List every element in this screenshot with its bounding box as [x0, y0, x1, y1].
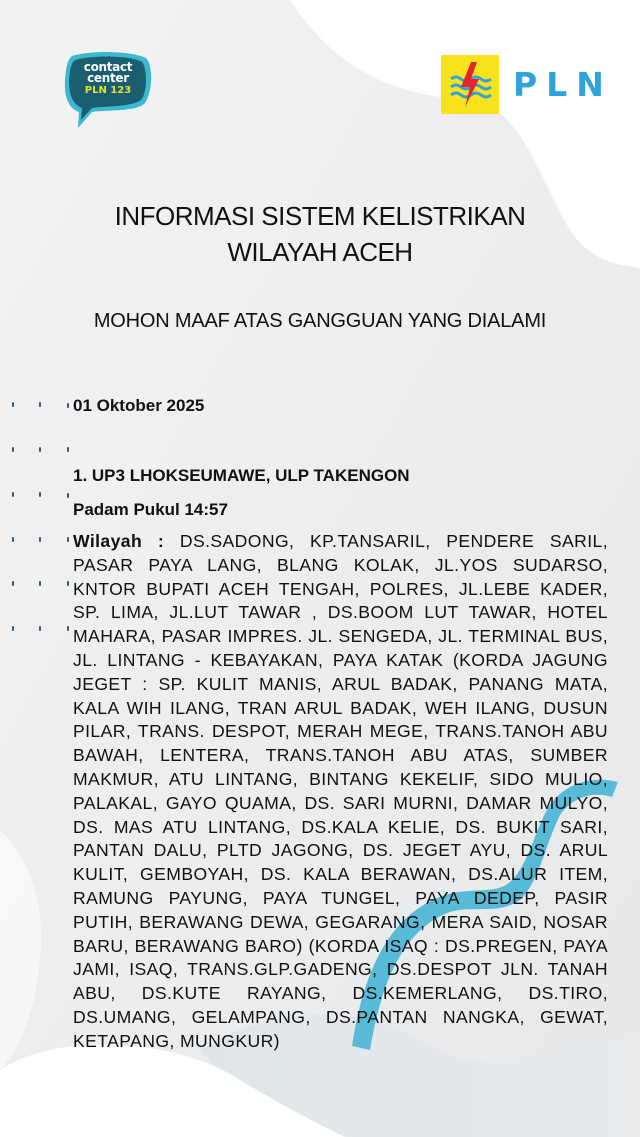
notice-date: 01 Oktober 2025: [73, 396, 205, 415]
pln-logo: [441, 55, 613, 114]
title-line-1: INFORMASI SISTEM KELISTRIKAN: [114, 201, 526, 231]
contact-center-logo: [62, 52, 152, 134]
pln-emblem: [441, 55, 499, 114]
lightning-bolt-icon: [441, 55, 499, 114]
page-title: [0, 198, 640, 270]
pln-wordmark: PLN: [513, 65, 613, 104]
affected-areas-list: DS.SADONG, KP.TANSARIL, PENDERE SARIL, PASAR PAYA LANG, BLANG KOLAK, JL.YOS SUDARSO, KNTOR BUPATI ACEH TENGAH, POLRES, JL.LEBE KADER, SP. LIMA, JL.LUT TAWAR , DS.BOOM LUT TAWAR, HOTEL MAHARA, PASAR IMPRES. JL. SENGEDA, JL. TERMINAL BUS, JL. LINTANG - KEBAYAKAN, PAYA KATAK (KORDA JAGUNG JEGET : SP. KULIT MANIS, ARUL BADAK, PANANG MATA, KALA WIH ILANG, TRAN ARUL BADAK, WEH ILANG, DUSUN PILAR, TRANS. DESPOT, MERAH MEGE, TRANS.TANOH ABU BAWAH, LENTERA, TRANS.TANOH ABU ATAS, SUMBER MAKMUR, ATU LINTANG, BINTANG KEKELIF, SIDO MULIO, PALAKAL, GAYO QUAMA, DS. SARI MURNI, DAMAR MULYO, DS. MAS ATU LINTANG, DS.KALA KELIE, DS. BUKIT SARI, PANTAN DALU, PLTD JAGONG, DS. JEGET AYU, DS. ARUL KULIT, GEMBOYAH, DS. KALA BERAWAN, DS.ALUR ITEM, RAMUNG PAYUNG, PAYA TUNGEL, PAYA DEDEP, PASIR PUTIH, BERAWANG DEWA, GEGARANG, MERA SAID, NOSAR BARU, BERAWANG BARO) (KORDA ISAQ : DS.PREGEN, PAYA JAMI, ISAQ, TRANS.GLP.GADENG, DS.DESPOT JLN. TANAH ABU, DS.KUTE RAYANG, DS.KEMERLANG, DS.TIRO, DS.UMANG, GELAMPANG, DS.PANTAN NANGKA, GEWAT, KETAPANG, MUNGKUR): [73, 531, 608, 1051]
section-title: 1. UP3 LHOKSEUMAWE, ULP TAKENGON: [73, 466, 410, 485]
contact-center-line2: center: [87, 71, 129, 85]
contact-center-number: PLN 123: [84, 85, 132, 96]
affected-areas: [73, 530, 608, 1054]
apology-subtitle: MOHON MAAF ATAS GANGGUAN YANG DIALAMI: [93, 310, 547, 332]
outage-notice: [73, 396, 608, 1054]
title-line-2: WILAYAH ACEH: [227, 237, 413, 267]
affected-areas-label: Wilayah :: [73, 531, 165, 551]
outage-time: Padam Pukul 14:57: [73, 500, 228, 519]
contact-center-line1: contact: [83, 60, 133, 74]
